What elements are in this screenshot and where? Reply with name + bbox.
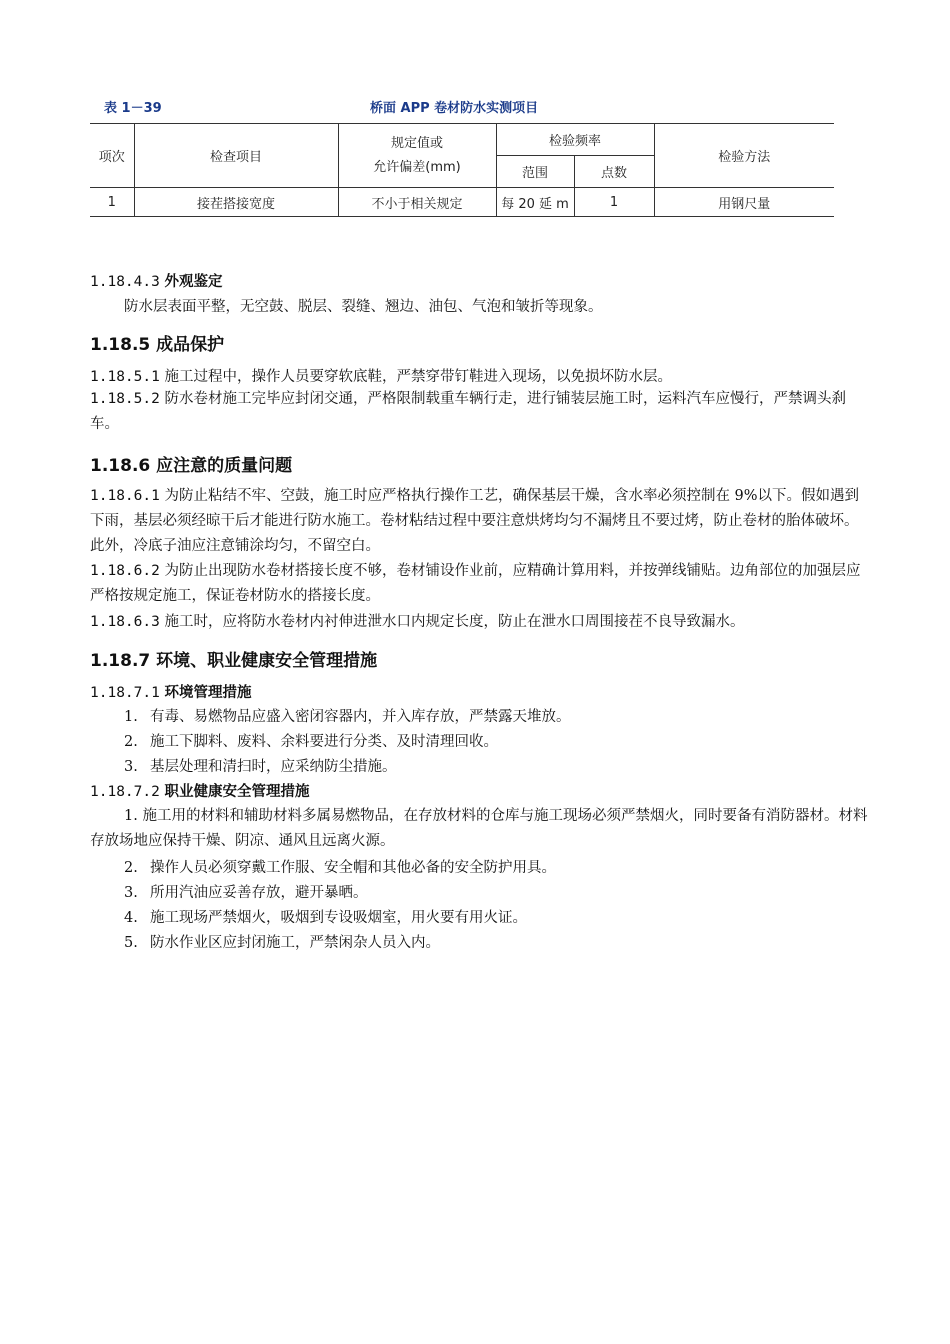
paragraph-1852: 1.18.5.2 防水卷材施工完毕应封闭交通，严格限制载重车辆行走，进行铺装层施工时，运料汽车应慢行，严禁调头刹车。 — [90, 391, 846, 432]
header-index: 项次 — [90, 124, 134, 188]
subsection-heading-1871: 1.18.7.1 环境管理措施 — [90, 685, 252, 701]
table-caption — [104, 97, 834, 115]
table-title: 桥面 APP 卷材防水实测项目 — [370, 101, 539, 116]
subsection-heading-1843: 1.18.4.3 外观鉴定 — [90, 274, 223, 290]
header-spec-line1: 规定值或 — [390, 135, 443, 151]
cell-method: 用钢尺量 — [654, 188, 834, 217]
list-item: 4. 施工现场严禁烟火，吸烟到专设吸烟室，用火要有用火证。 — [124, 910, 527, 926]
paragraph-1863: 1.18.6.3 施工时，应将防水卷材内衬伸进泄水口内规定长度，防止在泄水口周围接茬不良导致漏水。 — [90, 614, 745, 630]
list-item: 2. 施工下脚料、废料、余料要进行分类、及时清理回收。 — [124, 734, 498, 750]
cell-spec: 不小于相关规定 — [338, 188, 496, 217]
section-heading-187: 1.18.7 环境、职业健康安全管理措施 — [90, 651, 378, 671]
paragraph-ohs-1: 1. 施工用的材料和辅助材料多属易燃物品，在存放材料的仓库与施工现场必须严禁烟火，同时要备有消防器材。材料存放场地应保持干燥、阴凉、通风且远离火源。 — [90, 808, 868, 849]
table-header-row — [90, 124, 834, 156]
list-item: 3. 所用汽油应妥善存放，避开暴晒。 — [124, 885, 368, 901]
header-spec-line2: 允许偏差(mm) — [373, 159, 461, 175]
header-item: 检查项目 — [134, 124, 338, 188]
cell-range: 每 20 延 m — [496, 188, 574, 217]
inspection-table — [90, 123, 834, 217]
list-item: 5. 防水作业区应封闭施工，严禁闲杂人员入内。 — [124, 935, 440, 951]
section-heading-185: 1.18.5 成品保护 — [90, 335, 225, 355]
header-spec — [338, 124, 496, 188]
list-item: 2. 操作人员必须穿戴工作服、安全帽和其他必备的安全防护用具。 — [124, 860, 556, 876]
paragraph-1861: 1.18.6.1 为防止粘结不牢、空鼓，施工时应严格执行操作工艺，确保基层干燥，含水率必须控制在 9%以下。假如遇到下雨，基层必须经晾干后才能进行防水施工。卷材粘结过程中要注意烘烤均匀不漏烤且不要过烤，防止卷材的胎体破坏。此外，冷底子油应注意铺涂均匀，不留空白。 — [90, 488, 860, 554]
cell-points: 1 — [574, 188, 654, 217]
section-heading-186: 1.18.6 应注意的质量问题 — [90, 456, 293, 476]
list-item: 1. 有毒、易燃物品应盛入密闭容器内，并入库存放，严禁露天堆放。 — [124, 709, 571, 725]
subsection-heading-1872: 1.18.7.2 职业健康安全管理措施 — [90, 784, 310, 800]
cell-index: 1 — [90, 188, 134, 217]
paragraph-1851: 1.18.5.1 施工过程中，操作人员要穿软底鞋，严禁穿带钉鞋进入现场，以免损坏防水层。 — [90, 369, 672, 385]
header-frequency: 检验频率 — [496, 124, 654, 156]
cell-item: 接茬搭接宽度 — [134, 188, 338, 217]
header-points: 点数 — [574, 156, 654, 188]
list-item: 3. 基层处理和清扫时，应采纳防尘措施。 — [124, 759, 397, 775]
table-row — [90, 188, 834, 217]
table-number: 表 1－39 — [104, 101, 162, 116]
paragraph-appearance: 防水层表面平整，无空鼓、脱层、裂缝、翘边、油包、气泡和皱折等现象。 — [124, 299, 603, 315]
header-range: 范围 — [496, 156, 574, 188]
paragraph-1862: 1.18.6.2 为防止出现防水卷材搭接长度不够，卷材铺设作业前，应精确计算用料，并按弹线铺贴。边角部位的加强层应严格按规定施工，保证卷材防水的搭接长度。 — [90, 563, 861, 604]
header-method: 检验方法 — [654, 124, 834, 188]
